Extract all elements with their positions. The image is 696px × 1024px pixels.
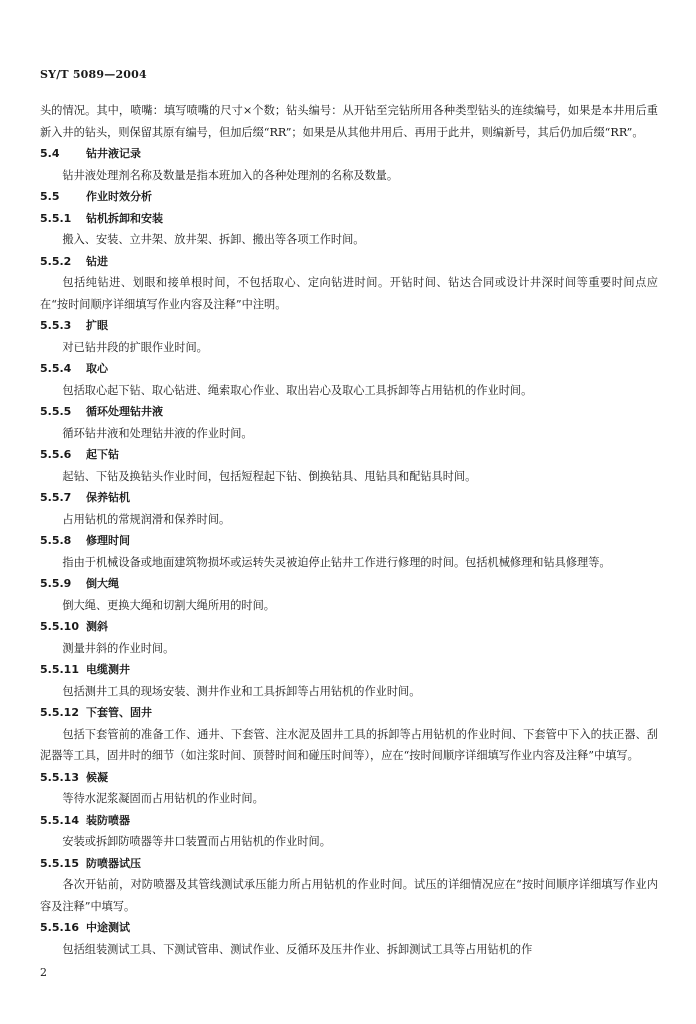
section-heading [40, 208, 658, 230]
body-paragraph: 测量井斜的作业时间。 [62, 641, 175, 655]
body-paragraph: 头的情况。其中，喷嘴：填写喷嘴的尺寸×个数；钻头编号：从开钻至完钻所用各种类型钻头的连续编号，如果是本井用后重新入井的钻头，则保留其原有编号，但加后缀“RR”；如果是从其他井用后、再用于此井，则编新号，其后仍加后缀“RR”。 [40, 104, 658, 139]
section-heading [40, 702, 658, 724]
section-number: 5.5.13 [40, 770, 79, 784]
section-number: 5.5.16 [40, 921, 79, 934]
body-paragraph: 指由于机械设备或地面建筑物损坏或运转失灵被迫停止钻井工作进行修理的时间。包括机械修理和钻具修理等。 [62, 555, 611, 569]
section-heading [40, 853, 658, 875]
body-paragraph: 钻井液处理剂名称及数量是指本班加入的各种处理剂的名称及数量。 [62, 168, 399, 182]
section-heading [40, 659, 658, 681]
section-title: 起下钻 [86, 448, 119, 461]
section-number: 5.5.7 [40, 491, 72, 504]
section-number: 5.5.5 [40, 405, 72, 418]
section-heading [40, 444, 658, 466]
document-code-header: SY/T 5089—2004 [40, 68, 147, 81]
section-title: 测斜 [86, 620, 108, 633]
section-number: 5.5.14 [40, 813, 79, 827]
section-title: 中途测试 [86, 921, 130, 934]
section-heading [40, 358, 658, 380]
section-number: 5.5.12 [40, 706, 79, 719]
section-heading [40, 767, 658, 789]
section-title: 防喷器试压 [86, 856, 141, 870]
section-title: 装防喷器 [86, 813, 130, 827]
section-heading [40, 315, 658, 337]
body-paragraph: 起钻、下钻及换钻头作业时间，包括短程起下钻、倒换钻具、甩钻具和配钻具时间。 [62, 469, 477, 483]
section-title: 钻机拆卸和安装 [86, 211, 163, 225]
section-heading [40, 186, 658, 208]
section-number: 5.5.1 [40, 211, 72, 225]
body-paragraph: 包括取心起下钻、取心钻进、绳索取心作业、取出岩心及取心工具拆卸等占用钻机的作业时间。 [62, 383, 533, 397]
section-heading [40, 401, 658, 423]
body-paragraph: 占用钻机的常规润滑和保养时间。 [62, 512, 231, 526]
section-number: 5.5.4 [40, 362, 72, 375]
section-heading [40, 810, 658, 832]
body-paragraph: 等待水泥浆凝固而占用钻机的作业时间。 [62, 792, 264, 805]
section-number: 5.4 [40, 147, 60, 160]
section-title: 取心 [86, 362, 108, 375]
section-heading [40, 616, 658, 638]
body-paragraph: 包括下套管前的准备工作、通井、下套管、注水泥及固井工具的拆卸等占用钻机的作业时间、下套管中下入的扶正器、刮泥器等工具，固井时的细节（如注浆时间、顶替时间和碰压时间等），应在“按时间顺序详细填写作业内容及注释”中填写。 [40, 727, 658, 762]
section-title: 作业时效分析 [86, 190, 152, 203]
document-body [40, 100, 658, 960]
body-paragraph: 循环钻井液和处理钻井液的作业时间。 [62, 426, 253, 440]
section-number: 5.5.8 [40, 534, 72, 547]
section-title: 修理时间 [86, 534, 130, 547]
section-title: 循环处理钻井液 [86, 405, 163, 418]
body-paragraph: 对已钻井段的扩眼作业时间。 [62, 340, 208, 354]
section-number: 5.5.15 [40, 856, 79, 870]
section-number: 5.5.11 [40, 663, 79, 676]
section-heading [40, 573, 658, 595]
section-title: 倒大绳 [86, 577, 119, 590]
body-paragraph: 包括组装测试工具、下测试管串、测试作业、反循环及压井作业、拆卸测试工具等占用钻机的作 [62, 942, 533, 956]
body-paragraph: 包括测井工具的现场安装、测井作业和工具拆卸等占用钻机的作业时间。 [62, 684, 421, 698]
section-heading [40, 917, 658, 939]
section-heading [40, 530, 658, 552]
section-heading [40, 487, 658, 509]
section-title: 电缆测井 [86, 663, 130, 676]
body-paragraph: 安装或拆卸防喷器等井口装置而占用钻机的作业时间。 [62, 835, 331, 848]
section-number: 5.5.10 [40, 620, 79, 633]
section-heading [40, 143, 658, 165]
section-heading [40, 251, 658, 273]
section-title: 钻进 [86, 254, 108, 268]
section-number: 5.5.9 [40, 577, 72, 590]
section-title: 保养钻机 [86, 491, 130, 504]
section-number: 5.5.6 [40, 448, 72, 461]
section-title: 钻井液记录 [86, 147, 141, 160]
section-number: 5.5.2 [40, 254, 72, 268]
section-title: 扩眼 [86, 319, 108, 332]
section-number: 5.5.3 [40, 319, 72, 332]
section-title: 候凝 [86, 770, 108, 784]
page-number: 2 [40, 966, 47, 979]
section-title: 下套管、固井 [86, 706, 152, 719]
body-paragraph: 搬入、安装、立井架、放井架、拆卸、搬出等各项工作时间。 [62, 233, 365, 246]
body-paragraph: 各次开钻前，对防喷器及其管线测试承压能力所占用钻机的作业时间。试压的详细情况应在“按时间顺序详细填写作业内容及注释”中填写。 [40, 878, 658, 913]
body-paragraph: 包括纯钻进、划眼和接单根时间，不包括取心、定向钻进时间。开钻时间、钻达合同或设计井深时间等重要时间点应在“按时间顺序详细填写作业内容及注释”中注明。 [40, 276, 658, 311]
body-paragraph: 倒大绳、更换大绳和切割大绳所用的时间。 [62, 598, 275, 612]
section-number: 5.5 [40, 190, 60, 203]
